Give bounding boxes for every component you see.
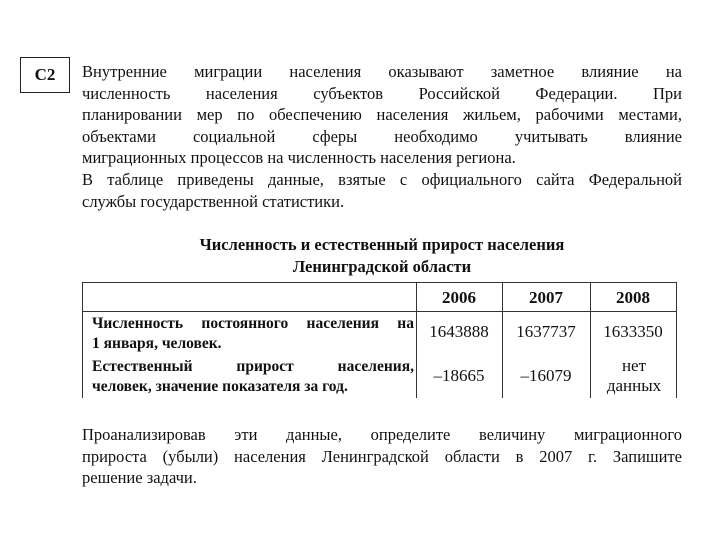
text-line: В таблице приведены данные, взятые с официального сайта Федеральной — [82, 170, 682, 189]
text-line: объектами социальной сферы необходимо учитывать влияние — [82, 126, 682, 146]
text-line: прироста (убыли) населения Ленинградской области в 2007 г. Запишите — [82, 446, 682, 466]
text-line: планировании мер по обеспечению населения жильем, рабочими местами, — [82, 105, 682, 124]
table-row-label — [92, 357, 414, 397]
year-header: 2006 — [442, 288, 476, 307]
text-line: Проанализировав эти данные, определите величину миграционного — [82, 425, 682, 444]
table-header-rule — [82, 311, 676, 312]
row-label-line: человек, значение показателя за год. — [92, 378, 348, 395]
table-title — [82, 234, 682, 278]
row-label-line: Численность постоянного населения на — [92, 315, 414, 332]
text-line: миграционных процессов на численность населения региона. — [82, 148, 516, 167]
source-paragraph — [82, 169, 682, 212]
year-header: 2007 — [529, 288, 563, 307]
table-cell: –18665 — [433, 366, 485, 385]
table-cell: нет данных — [606, 356, 662, 395]
table-cell: 1637737 — [516, 322, 576, 341]
table-title-line: Численность и естественный прирост населения — [199, 235, 565, 254]
table-cell: –16079 — [520, 366, 572, 385]
text-line: решение задачи. — [82, 468, 197, 487]
question-paragraph — [82, 424, 682, 489]
row-label-line: 1 января, человек. — [92, 335, 222, 352]
year-header: 2008 — [616, 288, 650, 307]
text-line: службы государственной статистики. — [82, 191, 345, 211]
table-border-left — [82, 282, 83, 398]
table-cell: 1643888 — [429, 322, 489, 341]
text-line: Внутренние миграции населения оказывают заметное влияние на — [82, 62, 682, 81]
row-label-line: Естественный прирост населения, — [92, 358, 414, 375]
table-border-top — [82, 282, 676, 283]
text-line: численность населения субъектов Российской Федерации. При — [82, 83, 682, 103]
table-row-label — [92, 314, 414, 354]
task-number-box — [20, 57, 70, 93]
table-title-line: Ленинградской области — [292, 257, 472, 276]
table-cell: 1633350 — [603, 322, 663, 341]
task-number: С2 — [34, 65, 56, 84]
intro-paragraph — [82, 61, 682, 169]
